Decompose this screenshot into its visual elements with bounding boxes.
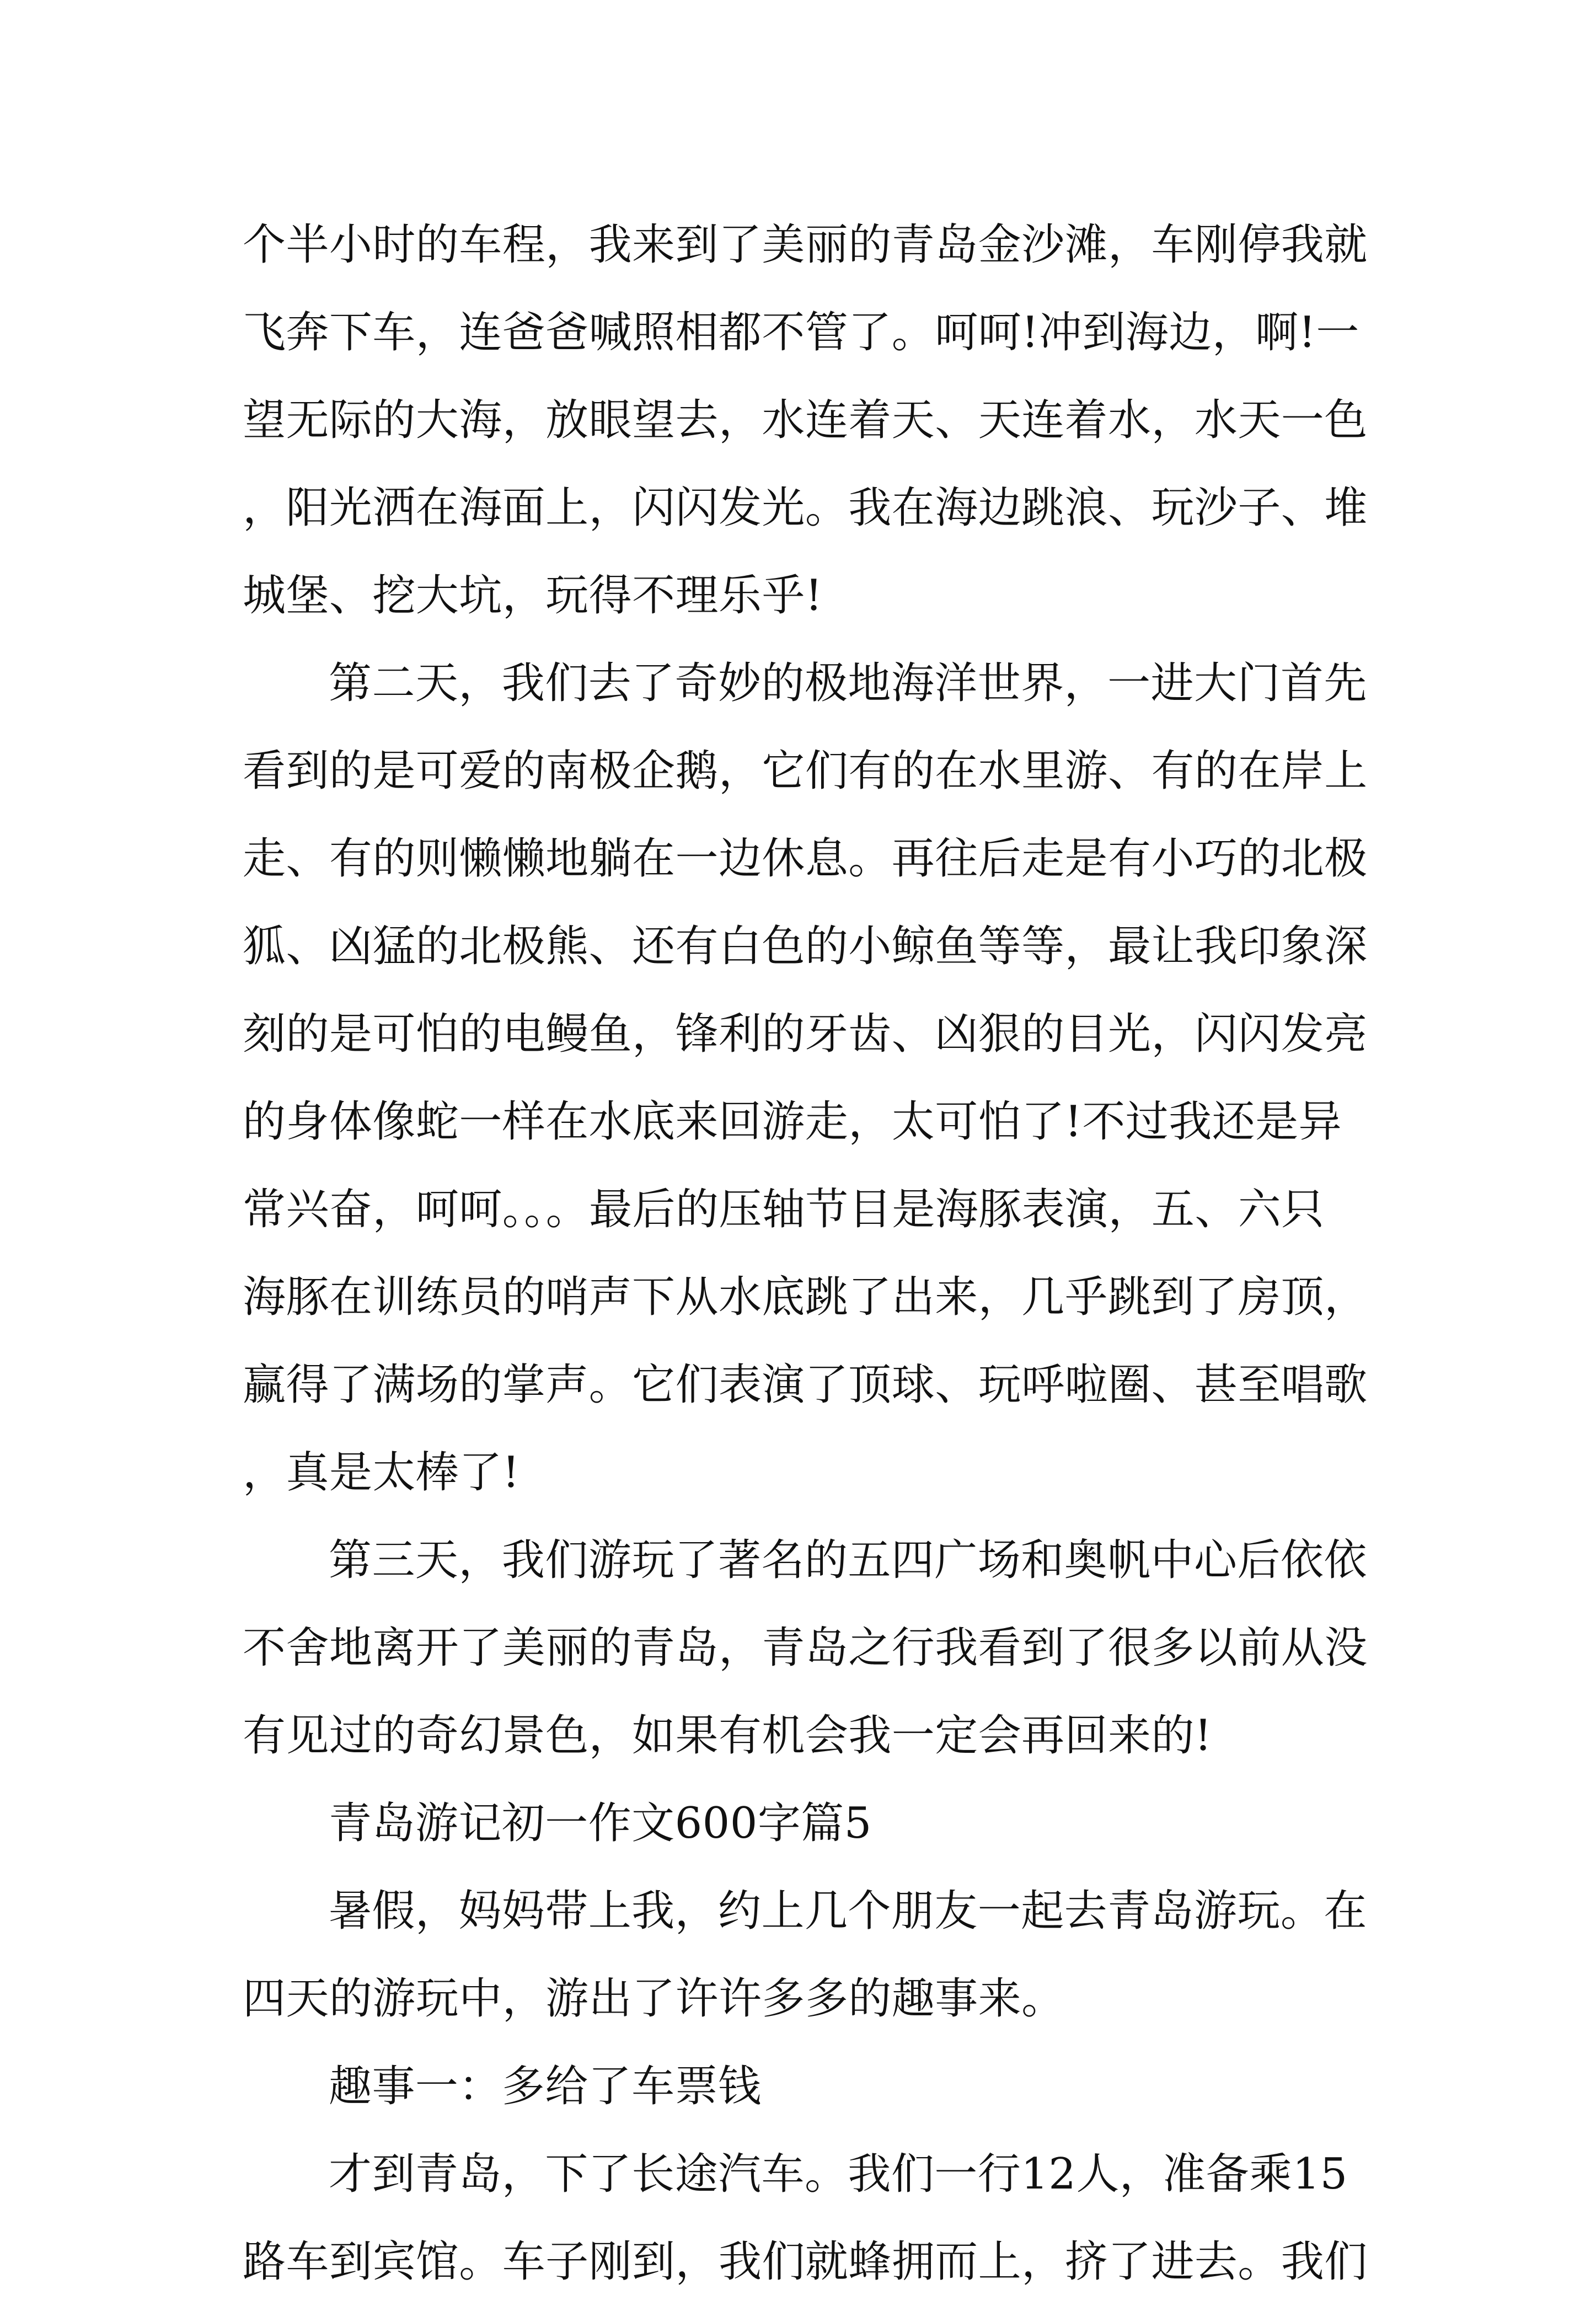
document-body — [243, 201, 1368, 2306]
section-heading-essay-5: 青岛游记初一作文600字篇5 — [329, 1799, 872, 1848]
paragraph-continuation: 个半小时的车程，我来到了美丽的青岛金沙滩，车刚停我就飞奔下车，连爸爸喊照相都不管了。呵呵!冲到海边，啊!一望无际的大海，放眼望去，水连着天、天连着水，水天一色，阳光洒在海面上，闪闪发光。我在海边跳浪、玩沙子、堆城堡、挖大坑，玩得不理乐乎! — [243, 220, 1368, 620]
paragraph-bus-ride: 才到青岛，下了长途汽车。我们一行12人，准备乘15路车到宾馆。车子刚到，我们就蜂拥而上，挤了进去。我们 — [243, 2149, 1368, 2287]
paragraph-day-two: 第二天，我们去了奇妙的极地海洋世界，一进大门首先看到的是可爱的南极企鹅，它们有的在水里游、有的在岸上走、有的则懒懒地躺在一边休息。再往后走是有小巧的北极狐、凶猛的北极熊、还有白色的小鲸鱼等等，最让我印象深刻的是可怕的电鳗鱼，锋利的牙齿、凶狠的目光，闪闪发亮的身体像蛇一样在水底来回游走，太可怕了!不过我还是异常兴奋，呵呵。。。最后的压轴节目是海豚表演，五、六只海豚在训练员的哨声下从水底跳了出来，几乎跳到了房顶，赢得了满场的掌声。它们表演了顶球、玩呼啦圈、甚至唱歌，真是太棒了! — [243, 659, 1368, 1497]
paragraph-summer-trip: 暑假，妈妈带上我，约上几个朋友一起去青岛游玩。在四天的游玩中，游出了许许多多的趣事来。 — [243, 1886, 1367, 2024]
paragraph-day-three: 第三天，我们游玩了著名的五四广场和奥帆中心后依依不舍地离开了美丽的青岛，青岛之行我看到了很多以前从没有见过的奇幻景色，如果有机会我一定会再回来的! — [243, 1535, 1368, 1761]
subheading-anecdote-one: 趣事一：多给了车票钱 — [329, 2062, 762, 2111]
